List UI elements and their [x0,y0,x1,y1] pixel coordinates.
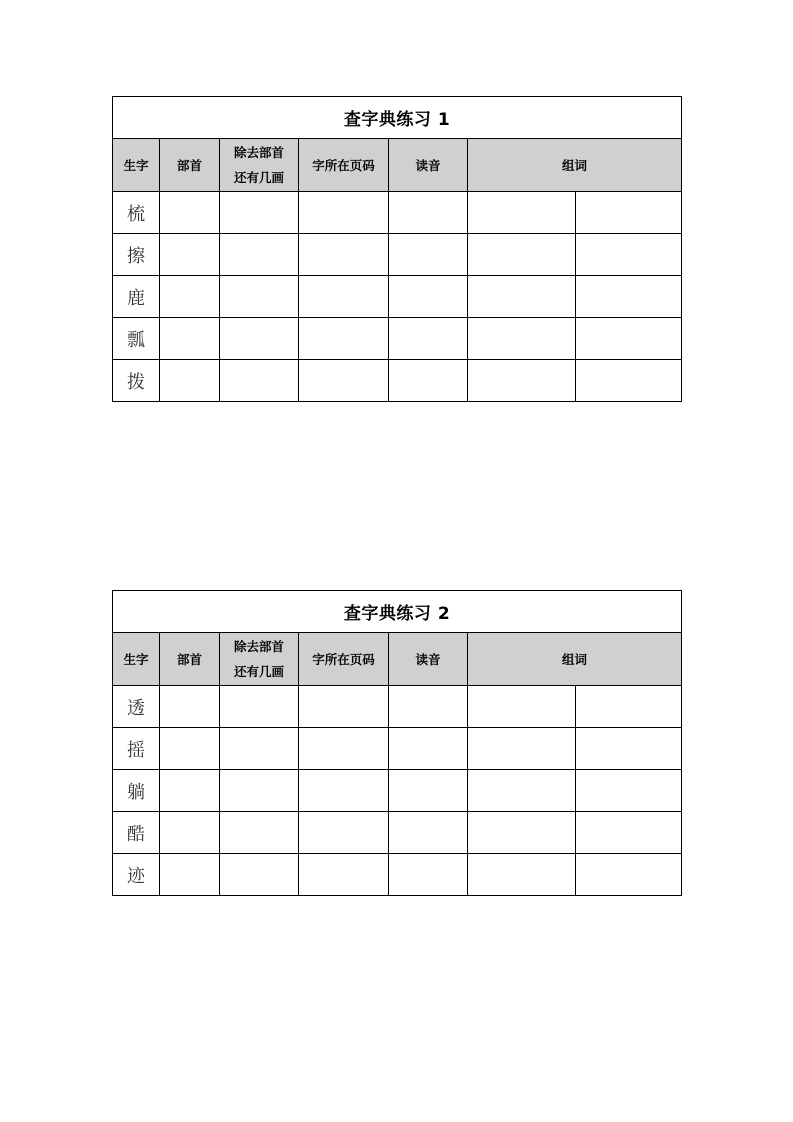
radical-cell[interactable] [160,360,220,402]
header-row [113,633,682,686]
character-cell: 摇 [113,728,160,770]
word-cell-1[interactable] [468,812,576,854]
word-cell-1[interactable] [468,276,576,318]
header-page-number: 字所在页码 [299,633,389,686]
character-cell: 迹 [113,854,160,896]
header-char: 生字 [113,139,160,192]
strokes-cell[interactable] [220,276,299,318]
header-page-number: 字所在页码 [299,139,389,192]
page-cell[interactable] [299,234,389,276]
header-strokes-line2: 还有几画 [233,664,284,679]
pronunciation-cell[interactable] [389,770,468,812]
page-cell[interactable] [299,318,389,360]
radical-cell[interactable] [160,812,220,854]
word-cell-2[interactable] [576,276,682,318]
table-row [113,686,682,728]
header-words: 组词 [468,633,682,686]
table-row [113,812,682,854]
word-cell-1[interactable] [468,728,576,770]
header-radical: 部首 [160,633,220,686]
radical-cell[interactable] [160,234,220,276]
word-cell-1[interactable] [468,192,576,234]
header-strokes-line1: 除去部首 [233,145,284,160]
word-cell-1[interactable] [468,770,576,812]
header-strokes-line1: 除去部首 [233,639,284,654]
table-title: 查字典练习 2 [113,591,682,633]
word-cell-1[interactable] [468,360,576,402]
word-cell-1[interactable] [468,318,576,360]
header-pronunciation: 读音 [389,633,468,686]
pronunciation-cell[interactable] [389,812,468,854]
radical-cell[interactable] [160,854,220,896]
word-cell-2[interactable] [576,360,682,402]
strokes-cell[interactable] [220,686,299,728]
strokes-cell[interactable] [220,812,299,854]
character-cell: 酷 [113,812,160,854]
table-row [113,276,682,318]
word-cell-1[interactable] [468,234,576,276]
header-pronunciation: 读音 [389,139,468,192]
strokes-cell[interactable] [220,318,299,360]
dictionary-practice-table-1 [112,96,682,402]
radical-cell[interactable] [160,686,220,728]
word-cell-2[interactable] [576,770,682,812]
word-cell-2[interactable] [576,234,682,276]
table-row [113,854,682,896]
pronunciation-cell[interactable] [389,234,468,276]
strokes-cell[interactable] [220,770,299,812]
page-cell[interactable] [299,770,389,812]
radical-cell[interactable] [160,192,220,234]
radical-cell[interactable] [160,728,220,770]
radical-cell[interactable] [160,770,220,812]
pronunciation-cell[interactable] [389,276,468,318]
page-cell[interactable] [299,686,389,728]
word-cell-2[interactable] [576,854,682,896]
page-cell[interactable] [299,276,389,318]
word-cell-1[interactable] [468,854,576,896]
pronunciation-cell[interactable] [389,192,468,234]
header-row [113,139,682,192]
table-row [113,192,682,234]
table-row [113,318,682,360]
pronunciation-cell[interactable] [389,318,468,360]
character-cell: 躺 [113,770,160,812]
page-cell[interactable] [299,728,389,770]
pronunciation-cell[interactable] [389,728,468,770]
table-row [113,360,682,402]
character-cell: 瓢 [113,318,160,360]
strokes-cell[interactable] [220,728,299,770]
header-remaining-strokes [220,139,299,192]
character-cell: 梳 [113,192,160,234]
word-cell-1[interactable] [468,686,576,728]
header-radical: 部首 [160,139,220,192]
word-cell-2[interactable] [576,728,682,770]
character-cell: 拨 [113,360,160,402]
page-cell[interactable] [299,812,389,854]
header-words: 组词 [468,139,682,192]
word-cell-2[interactable] [576,686,682,728]
character-cell: 擦 [113,234,160,276]
pronunciation-cell[interactable] [389,854,468,896]
character-cell: 透 [113,686,160,728]
page-cell[interactable] [299,854,389,896]
strokes-cell[interactable] [220,360,299,402]
pronunciation-cell[interactable] [389,686,468,728]
strokes-cell[interactable] [220,192,299,234]
table-row [113,770,682,812]
header-char: 生字 [113,633,160,686]
strokes-cell[interactable] [220,854,299,896]
pronunciation-cell[interactable] [389,360,468,402]
header-strokes-line2: 还有几画 [233,170,284,185]
table-row [113,728,682,770]
radical-cell[interactable] [160,276,220,318]
character-cell: 鹿 [113,276,160,318]
word-cell-2[interactable] [576,318,682,360]
header-remaining-strokes [220,633,299,686]
word-cell-2[interactable] [576,812,682,854]
word-cell-2[interactable] [576,192,682,234]
page-cell[interactable] [299,192,389,234]
table-title: 查字典练习 1 [113,97,682,139]
page-cell[interactable] [299,360,389,402]
dictionary-practice-table-2 [112,590,682,896]
radical-cell[interactable] [160,318,220,360]
strokes-cell[interactable] [220,234,299,276]
table-row [113,234,682,276]
